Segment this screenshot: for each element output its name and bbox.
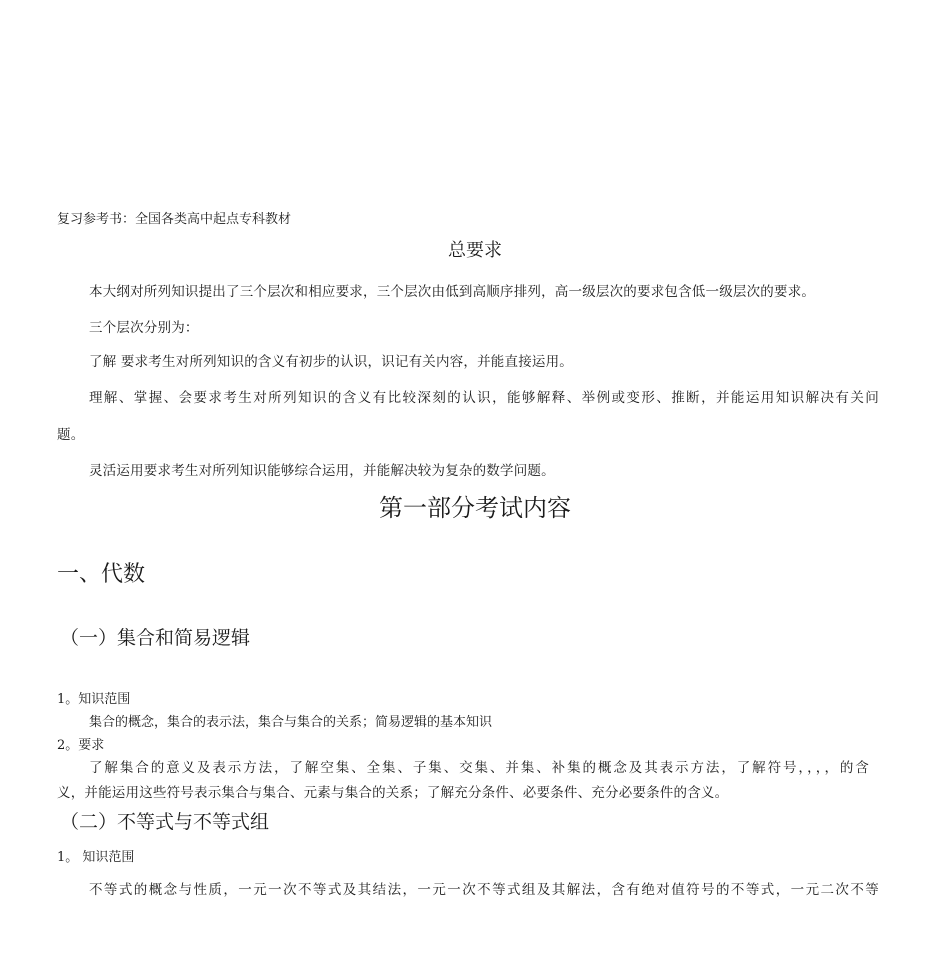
sets-req-line1: 了解集合的意义及表示方法，了解空集、全集、子集、交集、并集、补集的概念及其表示方法，了解符号，，，，的含	[89, 760, 869, 776]
subsection-sets-logic-title: （一）集合和简易逻辑	[60, 627, 251, 649]
level-comprehend-line2: 题。	[57, 427, 85, 443]
reference-book: 复习参考书：全国各类高中起点专科教材	[57, 212, 292, 227]
sets-scope-label: 1。知识范围	[57, 692, 131, 707]
section-algebra-title: 一、代数	[57, 562, 146, 587]
sets-req-line2: 义，并能运用这些符号表示集合与集合、元素与集合的关系；了解充分条件、必要条件、充分必要条件的含义。	[57, 785, 729, 801]
levels-intro: 三个层次分别为：	[89, 320, 199, 336]
subsection-inequalities-title: （二）不等式与不等式组	[60, 811, 270, 833]
sets-scope-text: 集合的概念，集合的表示法，集合与集合的关系；简易逻辑的基本知识	[89, 715, 493, 730]
sets-req-label: 2。要求	[57, 738, 105, 753]
level-comprehend-line1: 理解、掌握、会要求考生对所列知识的含义有比较深刻的认识，能够解释、举例或变形、推断，并能运用知识解决有关问	[89, 390, 879, 406]
general-requirements-title: 总要求	[448, 240, 502, 261]
general-intro-paragraph: 本大纲对所列知识提出了三个层次和相应要求，三个层次由低到高顺序排列，高一级层次的要求包含低一级层次的要求。	[89, 284, 816, 300]
level-understand: 了解 要求考生对所列知识的含义有初步的认识，识记有关内容，并能直接运用。	[89, 354, 573, 370]
level-apply: 灵活运用要求考生对所列知识能够综合运用，并能解决较为复杂的数学问题。	[89, 463, 555, 479]
part1-title: 第一部分考试内容	[379, 494, 571, 522]
inequalities-scope-label: 1。 知识范围	[57, 850, 135, 865]
inequalities-scope-line1: 不等式的概念与性质，一元一次不等式及其结法，一元一次不等式组及其解法，含有绝对值符号的不等式，一元二次不等	[89, 882, 879, 898]
